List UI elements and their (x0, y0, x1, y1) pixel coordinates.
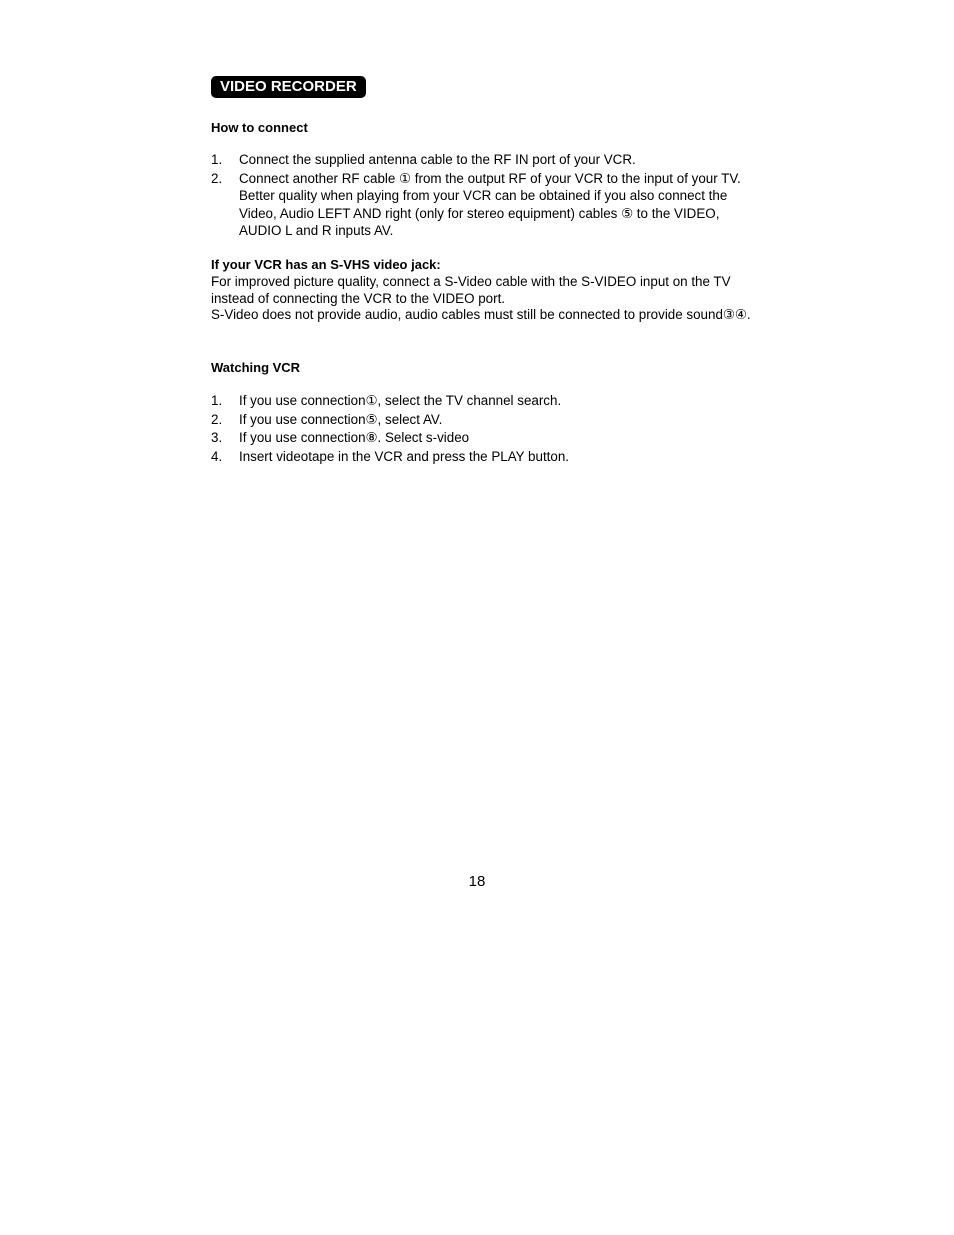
list-item-number: 2. (211, 170, 223, 186)
list-item-text: Connect the supplied antenna cable to the RF IN port of your VCR. (239, 152, 636, 167)
list-item (211, 392, 751, 410)
list-item (211, 429, 751, 447)
watching-vcr-heading: Watching VCR (211, 360, 301, 375)
list-item-text: If you use connection⑧. Select s-video (239, 430, 470, 446)
connect-steps-list (211, 151, 751, 241)
list-item (211, 151, 751, 169)
list-item-text: If you use connection⑤, select AV. (239, 411, 443, 427)
list-item-number: 1. (211, 152, 223, 167)
list-item-number: 4. (211, 448, 223, 464)
how-to-connect-heading: How to connect (211, 120, 308, 135)
list-item-number: 2. (211, 411, 223, 427)
page-number: 18 (468, 873, 486, 890)
section-title-badge: VIDEO RECORDER (211, 76, 366, 98)
list-item (211, 170, 751, 240)
list-item (211, 448, 751, 466)
list-item-number: 3. (211, 430, 223, 446)
list-item-text: Connect another RF cable ① from the output RF of your VCR to the input of your TV. Better quality when playing from your VCR can be obtained if you also connect the Video, Audio LEFT AND right (only for stereo equipment) cables ⑤ to the VIDEO, AUDIO L and R inputs AV. (239, 170, 741, 239)
list-item-text: Insert videotape in the VCR and press the PLAY button. (239, 448, 570, 464)
watching-steps-list (211, 392, 751, 466)
list-item-text: If you use connection①, select the TV channel search. (239, 393, 562, 408)
svhs-paragraph-1: For improved picture quality, connect a S-Video cable with the S-VIDEO input on the TV instead of connecting the VCR to the VIDEO port. (211, 274, 731, 306)
list-item (211, 411, 751, 429)
svhs-heading: If your VCR has an S-VHS video jack: (211, 257, 441, 272)
list-item-number: 1. (211, 393, 223, 408)
svhs-paragraph-2: S-Video does not provide audio, audio cables must still be connected to provide sound③④. (211, 307, 751, 322)
